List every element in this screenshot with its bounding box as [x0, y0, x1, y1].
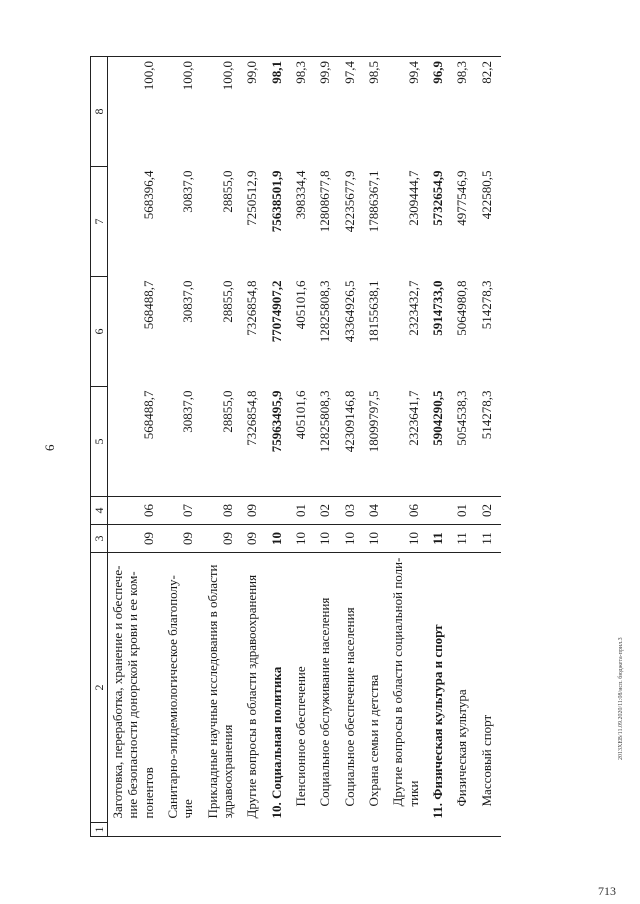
row-name-cell: Прикладные научные исследования в области здравоохранения	[204, 564, 236, 819]
table-row	[291, 57, 315, 837]
row-value-5-cell: 18099797,5	[366, 390, 382, 453]
header-cell-1: 1	[91, 823, 108, 837]
row-value-7-cell: 12808677,8	[317, 170, 333, 233]
table-body	[91, 57, 502, 837]
row-subsection-cell: 02	[315, 497, 339, 525]
row-subsection-cell: 06	[108, 497, 163, 525]
row-value-5-cell: 28855,0	[220, 390, 236, 433]
document-stamp: 2013ХЕВ/11.09.2020/11:08/исп. бюджета-прил.3	[618, 637, 624, 760]
row-subsection-cell: 06	[388, 497, 428, 525]
row-value-6-cell: 43364926,5	[341, 280, 357, 343]
row-name-cell: Другие вопросы в области социальной поли-тики	[390, 557, 421, 807]
row-percent-cell: 96,9	[428, 57, 452, 167]
row-value-6-cell: 28855,0	[220, 280, 236, 323]
row-value-7-cell: 2309444,7	[405, 170, 421, 226]
row-percent-cell: 100,0	[108, 57, 163, 167]
row-section-cell: 09	[163, 525, 203, 553]
row-subsection-cell: 03	[340, 497, 364, 525]
table-row	[315, 57, 339, 837]
row-value-6-cell: 77074907,2	[268, 280, 284, 343]
header-cell-6: 6	[91, 277, 108, 387]
page-number: 6	[42, 444, 57, 451]
row-subsection-cell: 08	[203, 497, 243, 525]
row-value-6-cell: 18155638,1	[366, 280, 382, 343]
table-row	[242, 57, 266, 837]
header-cell-8: 8	[91, 57, 108, 167]
row-value-6-cell: 30837,0	[180, 280, 196, 323]
row-value-5-cell: 514278,3	[478, 390, 494, 440]
row-percent-cell: 97,4	[340, 57, 364, 167]
row-number-cell	[452, 823, 476, 837]
row-number-cell	[388, 823, 428, 837]
row-value-7-cell: 42235677,9	[341, 170, 357, 233]
row-section-cell: 09	[242, 525, 266, 553]
row-value-7-cell: 7250512,9	[244, 170, 260, 226]
row-name-cell: 11. Физическая культура и спорт	[430, 624, 446, 819]
row-name-cell: Массовый спорт	[478, 714, 494, 807]
row-percent-cell: 100,0	[203, 57, 243, 167]
row-section-cell: 11	[428, 525, 452, 553]
row-percent-cell: 99,0	[242, 57, 266, 167]
row-value-7-cell: 17886367,1	[366, 170, 382, 233]
header-cell-3: 3	[91, 525, 108, 553]
row-subsection-cell: 01	[291, 497, 315, 525]
row-section-cell: 10	[267, 525, 291, 553]
row-name-cell: Пенсионное обеспечение	[293, 666, 309, 807]
row-percent-cell: 98,3	[452, 57, 476, 167]
table-row	[388, 57, 428, 837]
row-value-6-cell: 568488,7	[140, 280, 156, 330]
row-value-6-cell: 514278,3	[478, 280, 494, 330]
row-number-cell	[291, 823, 315, 837]
row-value-5-cell: 75963495,9	[268, 390, 284, 453]
row-value-7-cell: 422580,5	[478, 170, 494, 220]
row-value-7-cell: 75638501,9	[268, 170, 284, 233]
row-subsection-cell	[267, 497, 291, 525]
table-row	[267, 57, 291, 837]
row-number-cell	[340, 823, 364, 837]
row-name-cell: Социальное обеспечение населения	[341, 607, 357, 807]
row-percent-cell: 99,4	[388, 57, 428, 167]
row-name-cell: Другие вопросы в области здравоохранения	[244, 574, 260, 819]
row-number-cell	[242, 823, 266, 837]
row-value-6-cell: 5064980,8	[454, 280, 470, 336]
row-value-6-cell: 7326854,8	[244, 280, 260, 336]
row-number-cell	[108, 823, 163, 837]
row-value-7-cell: 398334,4	[293, 170, 309, 220]
row-section-cell: 10	[388, 525, 428, 553]
row-number-cell	[267, 823, 291, 837]
row-subsection-cell: 01	[452, 497, 476, 525]
table-row	[452, 57, 476, 837]
row-section-cell: 09	[203, 525, 243, 553]
row-name-cell: Санитарно-эпидемиологическое благополу-чие	[165, 575, 196, 819]
row-value-5-cell: 568488,7	[140, 390, 156, 440]
row-subsection-cell: 02	[477, 497, 501, 525]
row-value-7-cell: 568396,4	[140, 170, 156, 220]
row-value-5-cell: 405101,6	[293, 390, 309, 440]
row-value-6-cell: 5914733,0	[430, 280, 446, 336]
row-name-cell: Заготовка, переработка, хранение и обеспече-ние безопасности донорской крови и ее ком-понентов	[110, 565, 156, 819]
row-subsection-cell: 04	[364, 497, 388, 525]
row-percent-cell: 98,1	[267, 57, 291, 167]
row-percent-cell: 98,3	[291, 57, 315, 167]
budget-table	[90, 56, 501, 837]
row-value-7-cell: 4977546,9	[454, 170, 470, 226]
row-percent-cell: 82,2	[477, 57, 501, 167]
row-name-cell: 10. Социальная политика	[268, 666, 284, 819]
row-value-6-cell: 12825808,3	[317, 280, 333, 343]
table-row	[477, 57, 501, 837]
row-section-cell: 10	[315, 525, 339, 553]
row-number-cell	[203, 823, 243, 837]
row-section-cell: 10	[364, 525, 388, 553]
row-value-5-cell: 2323641,7	[405, 390, 421, 446]
table-row	[203, 57, 243, 837]
row-value-5-cell: 7326854,8	[244, 390, 260, 446]
header-cell-5: 5	[91, 387, 108, 497]
row-name-cell: Физическая культура	[454, 689, 470, 807]
row-value-7-cell: 28855,0	[220, 170, 236, 213]
row-number-cell	[428, 823, 452, 837]
row-subsection-cell	[428, 497, 452, 525]
row-section-cell: 09	[108, 525, 163, 553]
row-percent-cell: 99,9	[315, 57, 339, 167]
row-number-cell	[315, 823, 339, 837]
table-row	[163, 57, 203, 837]
row-name-cell: Охрана семьи и детства	[366, 674, 382, 807]
table-row	[108, 57, 163, 837]
row-percent-cell: 98,5	[364, 57, 388, 167]
row-subsection-cell: 09	[242, 497, 266, 525]
row-number-cell	[364, 823, 388, 837]
table-row	[428, 57, 452, 837]
row-section-cell: 10	[291, 525, 315, 553]
row-value-5-cell: 5904290,5	[430, 390, 446, 446]
table-row	[364, 57, 388, 837]
row-value-6-cell: 2323432,7	[405, 280, 421, 336]
row-value-7-cell: 30837,0	[180, 170, 196, 213]
row-number-cell	[163, 823, 203, 837]
header-row	[91, 57, 108, 837]
row-section-cell: 10	[340, 525, 364, 553]
header-cell-2: 2	[91, 553, 108, 823]
corner-page-number: 713	[598, 884, 616, 898]
row-value-5-cell: 5054538,3	[454, 390, 470, 446]
row-subsection-cell: 07	[163, 497, 203, 525]
row-value-5-cell: 30837,0	[180, 390, 196, 433]
rotated-table-container	[90, 57, 610, 837]
row-value-7-cell: 5732654,9	[430, 170, 446, 226]
header-cell-4: 4	[91, 497, 108, 525]
row-value-5-cell: 42309146,8	[341, 390, 357, 453]
header-cell-7: 7	[91, 167, 108, 277]
row-value-5-cell: 12825808,3	[317, 390, 333, 453]
row-section-cell: 11	[477, 525, 501, 553]
row-name-cell: Социальное обслуживание населения	[317, 597, 333, 807]
row-number-cell	[477, 823, 501, 837]
row-section-cell: 11	[452, 525, 476, 553]
row-percent-cell: 100,0	[163, 57, 203, 167]
row-value-6-cell: 405101,6	[293, 280, 309, 330]
table-row	[340, 57, 364, 837]
